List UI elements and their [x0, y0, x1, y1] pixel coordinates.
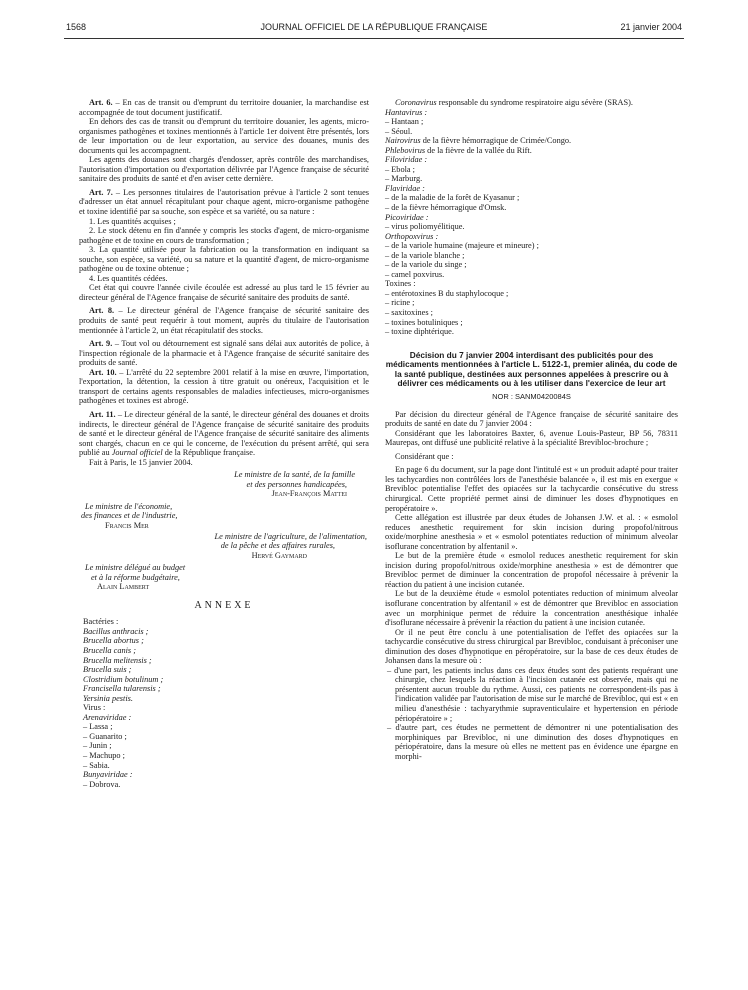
list-item: – Machupo ; [83, 751, 125, 760]
list-item: – de la maladie de la forêt de Kyasanur ; [385, 193, 520, 203]
signature-block-1: Le ministre de la santé, de la famille et des personnes handicapées, Jean-François Mattei [234, 470, 355, 499]
section-label: Bunyaviridae : [83, 770, 133, 780]
list-item: – de la variole humaine (majeure et mineure) ; [385, 241, 539, 251]
article-label: Art. 9. [89, 339, 113, 349]
list-item: – Lassa ; [83, 722, 113, 732]
article-6: Art. 6. – En cas de transit ou d'emprunt du territoire douanier, la marchandise est accompagnée de tout document justificatif. [79, 98, 369, 117]
paragraph: Les agents des douanes sont chargés d'endosser, après contrôle des marchandises, l'autorisation d'importation ou d'exportation délivrée par l'Agence française de sécurité sanitaire des produits de santé et d'en aviser cette dernière. [79, 155, 369, 184]
paragraph: Cette allégation est illustrée par deux études de Johansen J.W. et al. : « esmolol reduces anesthetic requirement for skin incision during propofol/nitrous oxide/morphine anesthesia » et « esmolol potentiates reduction of minimum alveolar isoflurane concentration by alfentanil ». [385, 513, 678, 551]
article-label: Art. 6. [89, 98, 113, 107]
decision-title: Décision du 7 janvier 2004 interdisant des publicités pour des médicaments mentionnées à l'article L. 5122-1, premier alinéa, du code de la santé publique, destinées aux personnes appelées à prescrire ou à délivrer ces médicaments ou à les utiliser dans l'exercice de leur art [385, 349, 678, 389]
article-11: Art. 11. – Le directeur général de la santé, le directeur général des douanes et droits indirects, le directeur général de l'Agence française de sécurité sanitaire des produits de santé et le directeur général de l'Agence française de sécurité sanitaire des aliments sont chargés, chacun en ce qui le concerne, de l'exécution du présent arrêté, qui sera publié au Journal officiel de la République française. [79, 409, 370, 458]
article-label: Art. 7. [89, 187, 113, 197]
list-item: Yersinia pestis. [83, 693, 133, 703]
list-item: Brucella suis ; [83, 665, 132, 675]
page-header [66, 22, 682, 36]
right-column [385, 98, 678, 761]
paragraph: Le but de la première étude « esmolol reduces anesthetic requirement for skin incision during propofol/nitrous oxide/morphine anesthesia » est de démontrer que Brevibloc permet de diminuer la concentration de propofol nécessaire à prévenir la réaction du patient à une incision cutanée. [385, 551, 678, 589]
section-label: Filoviridae : [385, 155, 428, 165]
list-item: 2. Le stock détenu en fin d'année y compris les stocks d'agent, de micro-organisme pathogène et de toxine en cours de transformation ; [79, 226, 369, 245]
annex-title: ANNEXE [194, 599, 254, 611]
article-label: Art. 10. [89, 367, 117, 377]
list-item: 4. Les quantités cédées. [89, 273, 168, 283]
section-label: Virus : [83, 703, 106, 713]
list-item: – de la variole blanche ; [385, 250, 465, 260]
list-item: – ricine ; [385, 298, 415, 308]
list-item: – Séoul. [385, 126, 413, 136]
left-column [79, 98, 369, 789]
list-item: – Guanarito ; [83, 731, 127, 741]
list-item: – d'une part, les patients inclus dans ces deux études sont des patients requérant une chirurgie, chez lesquels la réaction à l'incision cutanée est observée, mais qui ne présentent aucun trouble du rythme. Aussi, ces patients ne correspondent-ils pas à l'indication validée par l'autorisation de mise sur le marché de Brevibloc, qui est « en milieu d'anesthésie : tachyarythmie supraventiculaire et hypertension en période périopératoire » ; [387, 665, 678, 723]
list-item: – camel poxvirus. [385, 269, 445, 279]
list-item: Brucella abortus ; [83, 636, 144, 646]
list-item: – d'autre part, ces études ne permettent de démontrer ni une potentialisation des morphiniques par Brevibloc, ni une diminution des doses d'hypnotiques en périopératoire, dans la mesure où elles ne mettent pas en évidence une épargne en morphi- [387, 723, 678, 761]
article-10: Art. 10. – L'arrêté du 22 septembre 2001 relatif à la mise en œuvre, l'importation, l'exportation, la détention, la cession à titre gratuit ou onéreux, l'acquisition et le transport de certains agents responsables de maladies infectieuses, micro-organismes pathogènes et toxines est abrogé. [79, 367, 369, 406]
issue-date: 21 janvier 2004 [620, 22, 682, 32]
signature-block-3: Le ministre de l'agriculture, de l'alimentation, de la pêche et des affaires rurales, Hervé Gaymard [214, 531, 367, 560]
signature-date: Fait à Paris, le 15 janvier 2004. [89, 457, 193, 467]
section-label: Orthopoxvirus : [385, 231, 439, 241]
header-rule [64, 38, 684, 39]
list-item: 3. La quantité utilisée pour la fabrication ou la transformation en indiquant sa souche, son espèce, sa variété, ou sa nature et la quantité d'agent, de micro-organisme pathogène ou de toxine obtenue ; [79, 245, 369, 274]
list-item: – entérotoxines B du staphylocoque ; [385, 288, 509, 298]
annex-list [79, 617, 369, 789]
article-7: Art. 7. – Les personnes titulaires de l'autorisation prévue à l'article 2 sont tenues d'adresser un état annuel récapitulant pour chaque agent, micro-organisme pathogène et toxine identifié par sa souche, son espèce et sa variété, ou sa nature : [79, 187, 369, 217]
list-item: Phlebovirus de la fièvre de la vallée du Rift. [385, 145, 532, 155]
list-item: Nairovirus de la fièvre hémorragique de Crimée/Congo. [385, 136, 572, 146]
paragraph: Le but de la deuxième étude « esmolol potentiates reduction of minimum alveolar isoflurane concentration by alfentanil » est de démontrer que Brevibloc en association avec un morphinique permet de réduire la concentration anesthésique inhalée d'isoflurane nécessaire à prévenir la réaction du patient à une incision cutanée. [385, 589, 678, 628]
list-item: Brucella melitensis ; [83, 655, 152, 665]
list-item: Francisella tularensis ; [83, 684, 161, 694]
list-item: – Dobrova. [83, 779, 121, 789]
section-label: Bactéries : [83, 617, 119, 627]
list-item: – Marburg. [385, 174, 423, 184]
list-item: Brucella canis ; [83, 645, 136, 655]
list-item: 1. Les quantités acquises ; [89, 216, 176, 226]
article-8: Art. 8. – Le directeur général de l'Agence française de sécurité sanitaire des produits de santé peut requérir à tout moment, auprès du titulaire de l'autorisation mentionnée à l'article 2, un état récapitulatif des stocks. [79, 306, 369, 335]
paragraph: En dehors des cas de transit ou d'emprunt du territoire douanier, les agents, micro-organismes pathogènes et toxines mentionnés à l'article 1er doivent être présentés, lors de leur importation ou de leur exportation, au service des douanes, munis des documents qui les accompagnent. [79, 117, 369, 155]
article-label: Art. 8. [89, 306, 115, 316]
article-label: Art. 11. [89, 409, 116, 419]
paragraph: En page 6 du document, sur la page dont l'intitulé est « un produit adapté pour traiter les tachycardies non contrôlées lors de l'anesthésie balancée », il est mis en exergue « Brevibloc potentialise l'effet des opiacées sur la tachycardie consécutive du stress chirurgical. Cette propriété permet ainsi de diminuer les doses d'hypnotiques en peropératoire ». [385, 465, 678, 513]
signature-block-4: Le ministre délégué au budget et à la réforme budgétaire, Alain Lambert [85, 563, 186, 592]
list-item: Coronavirus responsable du syndrome respiratoire aigu sévère (SRAS). [395, 98, 633, 107]
page-number: 1568 [66, 22, 87, 32]
journal-title: JOURNAL OFFICIEL DE LA RÉPUBLIQUE FRANÇAISE [260, 22, 488, 32]
article-9: Art. 9. – Tout vol ou détournement est signalé sans délai aux autorités de police, à l'inspection régionale de la pharmacie et à l'Agence française de sécurité sanitaire des produits de santé. [79, 339, 369, 368]
list-item: – toxine diphtérique. [385, 327, 454, 337]
list-item: – virus poliomyélitique. [385, 222, 465, 232]
section-label: Toxines : [385, 279, 416, 289]
signature-block-2: Le ministre de l'économie, des finances et de l'industrie, Francis Mer [81, 501, 178, 530]
section-label: Flaviridae : [385, 183, 425, 193]
list-item: – saxitoxines ; [385, 308, 433, 318]
nor-reference: NOR : SANM0420084S [492, 392, 571, 402]
list-item: – toxines botuliniques ; [385, 317, 463, 327]
paragraph: Considérant que : [395, 451, 454, 461]
list-item: – de la fièvre hémorragique d'Omsk. [385, 203, 507, 213]
section-label: Arenaviridae : [83, 712, 132, 722]
list-item: – Junin ; [83, 741, 112, 751]
list-item: Clostridium botulinum ; [83, 674, 164, 684]
paragraph: Cet état qui couvre l'année civile écoulée est adressé au plus tard le 15 février au directeur général de l'Agence française de sécurité sanitaire des produits de santé. [79, 283, 369, 302]
list-item: Bacillus anthracis ; [83, 626, 149, 636]
paragraph: Or il ne peut être conclu à une potentialisation de l'effet des opiacées sur la tachycardie consécutive du stress chirurgical par Brevibloc, conduisant à préconiser une diminution des doses d'hypnotique en péropératoire, sur la base de ces deux études de Johansen dans la mesure où : [385, 627, 678, 666]
paragraph: Considérant que les laboratoires Baxter, 6, avenue Louis-Pasteur, BP 56, 78311 Maurepas, ont diffusé une publicité relative à la spécialité Brevibloc-brochure ; [385, 428, 678, 448]
list-item: – Ebola ; [385, 164, 415, 174]
section-label: Picoviridae : [385, 212, 429, 222]
section-label: Hantavirus : [385, 107, 428, 117]
list-item: – de la variole du singe ; [385, 260, 467, 270]
list-item: – Sabia. [83, 760, 110, 770]
paragraph: Par décision du directeur général de l'Agence française de sécurité sanitaire des produits de santé en date du 7 janvier 2004 : [385, 409, 678, 429]
list-item: – Hantaan ; [385, 117, 424, 127]
